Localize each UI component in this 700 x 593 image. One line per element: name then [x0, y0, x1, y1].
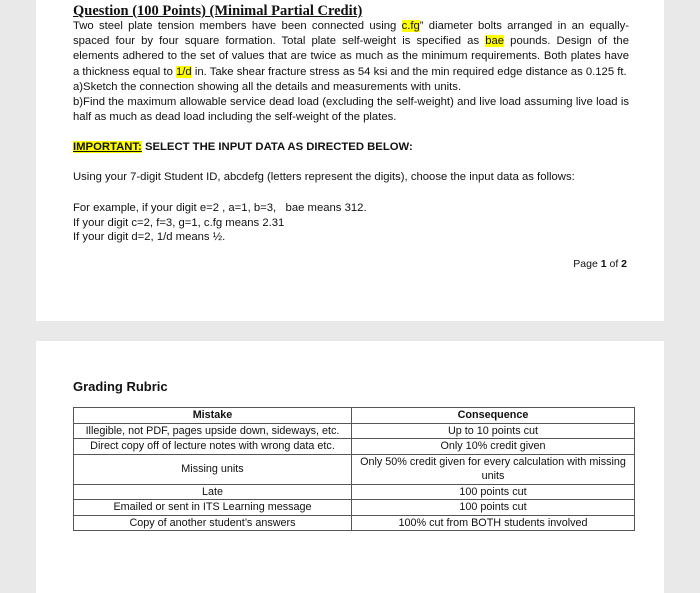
- question-body: [73, 19, 629, 125]
- mistake-cell: Direct copy off of lecture notes with wrong data etc.: [74, 439, 352, 455]
- header-mistake: Mistake: [74, 408, 352, 424]
- important-notice: [73, 141, 413, 153]
- example-line: For example, if your digit e=2 , a=1, b=3, bae means 312.: [73, 202, 367, 214]
- highlight-cfg: c.fg: [401, 20, 420, 32]
- problem-text-3: pounds. Design of the elements adhered to the set of values that are twice as much as the minimum requirements. Both plates have a thickness equal to: [73, 35, 629, 78]
- table-row: [74, 484, 635, 500]
- part-a: a)Sketch the connection showing all the details and measurements with units.: [73, 80, 462, 93]
- important-label: IMPORTANT:: [73, 141, 142, 153]
- mistake-cell: Illegible, not PDF, pages upside down, sideways, etc.: [74, 423, 352, 439]
- consequence-cell: 100 points cut: [352, 484, 635, 500]
- table-row: [74, 439, 635, 455]
- question-title: Question (100 Points) (Minimal Partial Credit): [73, 3, 363, 19]
- consequence-cell: Only 50% credit given for every calculation with missing units: [352, 454, 635, 484]
- consequence-cell: 100 points cut: [352, 500, 635, 516]
- rubric-title: Grading Rubric: [73, 379, 168, 394]
- mistake-cell: Missing units: [74, 454, 352, 484]
- table-header-row: [74, 408, 635, 424]
- consequence-cell: Only 10% credit given: [352, 439, 635, 455]
- example-line: If your digit c=2, f=3, g=1, c.fg means 2.31: [73, 216, 285, 229]
- document-page-1: [36, 0, 664, 321]
- problem-text-1: Two steel plate tension members have been connected using: [73, 20, 402, 32]
- page-number-prefix: Page: [573, 258, 601, 270]
- highlight-1d: 1/d: [176, 65, 192, 78]
- page-number-mid: of: [606, 258, 622, 270]
- table-row: [74, 500, 635, 516]
- highlight-bae: bae: [485, 35, 505, 48]
- table-row: [74, 423, 635, 439]
- grading-rubric-table: [73, 407, 635, 531]
- table-row: [74, 454, 635, 484]
- part-b: b)Find the maximum allowable service dead load (excluding the self-weight) and live load assuming live load is half as much as dead load including the self-weight of the plates.: [73, 96, 629, 124]
- mistake-cell: Late: [74, 484, 352, 500]
- mistake-cell: Emailed or sent in ITS Learning message: [74, 500, 352, 516]
- problem-text-2: ” diameter bolts arranged in an equally-spaced four by four square formation. Total plate self-weight is specified as: [73, 20, 629, 48]
- document-page-2: [36, 341, 664, 593]
- examples-block: [73, 201, 367, 245]
- header-consequence: Consequence: [352, 408, 635, 424]
- problem-text-4: in. Take shear fracture stress as 54 ksi and the min required edge distance as 0.125 ft.: [191, 65, 627, 78]
- instructions-text: Using your 7-digit Student ID, abcdefg (letters represent the digits), choose the input data as follows:: [73, 171, 575, 183]
- problem-statement: [73, 19, 629, 80]
- example-line: If your digit d=2, 1/d means ½.: [73, 231, 226, 243]
- consequence-cell: Up to 10 points cut: [352, 423, 635, 439]
- consequence-cell: 100% cut from BOTH students involved: [352, 515, 635, 531]
- mistake-cell: Copy of another student’s answers: [74, 515, 352, 531]
- page-number-current: 1: [600, 258, 607, 270]
- page-number-total: 2: [621, 258, 627, 270]
- page-number: [573, 258, 627, 270]
- important-text: SELECT THE INPUT DATA AS DIRECTED BELOW:: [141, 141, 413, 153]
- table-row: [74, 515, 635, 531]
